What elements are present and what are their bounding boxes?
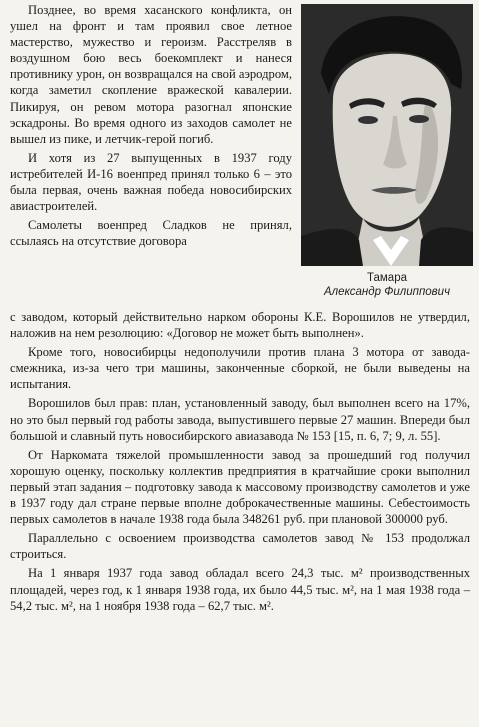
photo-caption — [298, 271, 476, 299]
portrait-photo — [301, 4, 473, 266]
paragraph: Ворошилов был прав: план, установленный заводу, был выполнен всего на 17%, но это был первый год работы завода, выпустившего первые 27 машин. Впереди был большой и славный путь новосибирского авиазавода № 153 [15, п. 6, 7; 9, л. 55]. — [10, 396, 470, 443]
paragraph: с заводом, который действительно нарком обороны К.Е. Ворошилов не утвердил, наложив на нем резолюцию: «Договор не может быть выполнен». — [10, 310, 470, 341]
paragraph: И хотя из 27 выпущенных в 1937 году истребителей И-16 военпред принял только 6 – это была первая, очень важная победа новосибирских авиастроителей. — [10, 150, 292, 214]
caption-surname: Тамара — [367, 272, 407, 284]
paragraph: Самолеты военпред Сладков не принял, ссылаясь на отсутствие договора — [10, 218, 292, 249]
caption-given-name: Александр Филиппович — [323, 286, 451, 298]
paragraph: Кроме того, новосибирцы недополучили против плана 3 мотора от завода-смежника, из-за чего три машины, законченные сборкой, не были выведены на испытания. — [10, 345, 470, 392]
column-text-block — [10, 2, 292, 252]
paragraph: Параллельно с освоением производства самолетов завод № 153 продолжал строиться. — [10, 531, 470, 562]
paragraph: От Наркомата тяжелой промышленности завод за прошедший год получил хорошую оценку, поскольку коллектив предприятия в кратчайшие сроки выполнил первый этап задания – подготовку завода к массовому производству самолетов и уже в 1937 году дал стране первые вполне доброкачественные машины. Себестоимость первых самолетов в начале 1938 года была 348261 руб. при плановой 300000 руб. — [10, 447, 470, 527]
paragraph: На 1 января 1937 года завод обладал всего 24,3 тыс. м² производственных площадей, через год, к 1 января 1938 года, их было 44,5 тыс. м², на 1 мая 1938 года – 54,2 тыс. м², на 1 ноября 1938 года – 62,7 тыс. м². — [10, 566, 470, 613]
portrait-illustration — [301, 4, 473, 266]
full-width-text-block — [10, 309, 470, 617]
paragraph: Позднее, во время хасанского конфликта, он ушел на фронт и там проявил свое летное мастерство, мужество и героизм. Расстреляв в воздушном бою весь боекомплект и нанеся противнику урон, он возвращался на свой аэродром, когда заметил скопление вражеской кавалерии. Пикируя, он ревом мотора разогнал японские эскадроны. Во время одного из заходов самолет не вышел из пике, и летчик-герой погиб. — [10, 3, 292, 146]
